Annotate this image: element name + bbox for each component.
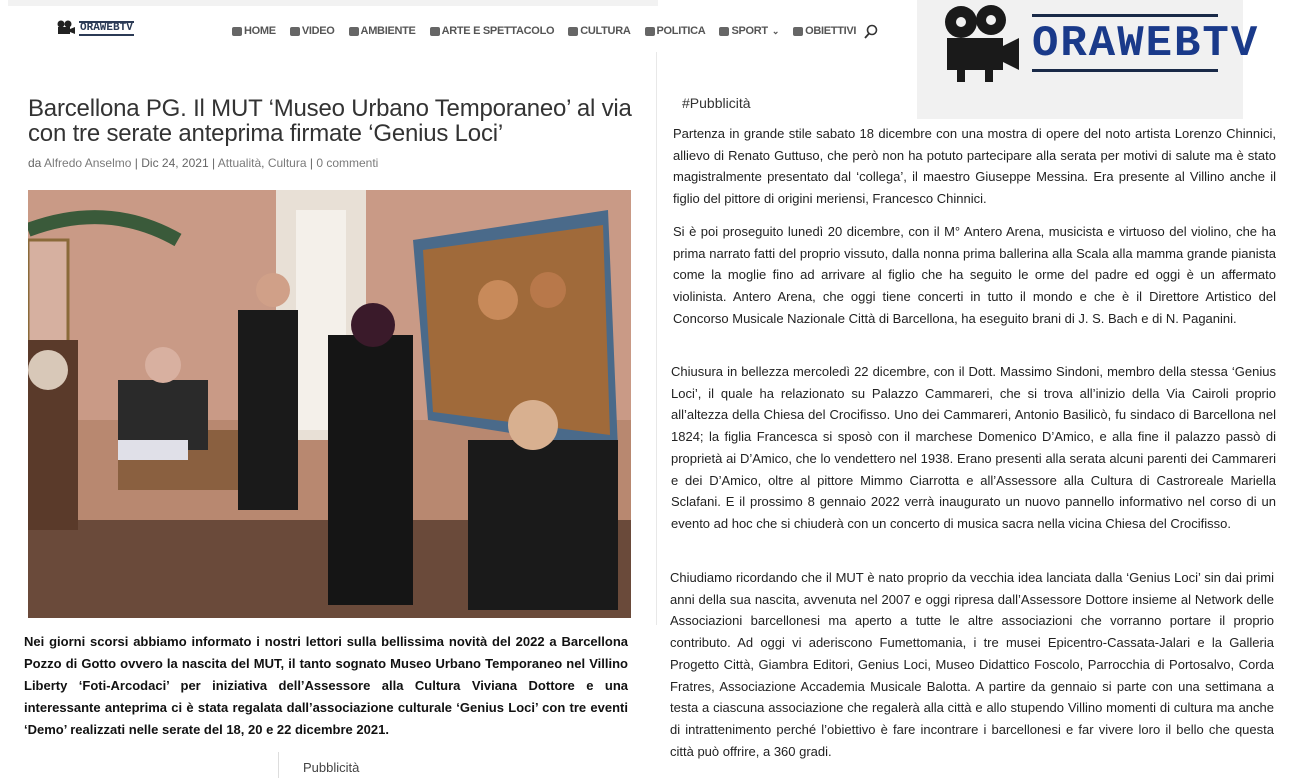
main-nav (232, 25, 870, 37)
building-icon (568, 27, 578, 36)
comments-link[interactable]: 0 commenti (316, 156, 379, 170)
nav-item-label: POLITICA (656, 25, 706, 37)
palette-icon (430, 27, 440, 36)
article-intro: Nei giorni scorsi abbiamo informato i nostri lettori sulla bellissima novità del 2022 a Barcellona Pozzo di Gotto ovvero la nascita del MUT, il tanto sognato Museo Urbano Temporaneo nel Villino Liberty ‘Foti-Arcodaci’ per iniziativa dell’Assessore alla Cultura Viviana Dottore e una interessante anteprima ci è stata regalata dall’associazione culturale ‘Genius Loci’ con tre eventi ‘Demo’ realizzati nelle serate del 18, 20 e 22 dicembre 2021. (24, 634, 628, 737)
page-title: Barcellona PG. Il MUT ‘Museo Urbano Temporaneo’ al via con tre serate anteprima firmate ‘Genius Loci’ (28, 95, 632, 147)
check-icon (793, 27, 803, 36)
nav-item-label: OBIETTIVI (805, 25, 857, 37)
nav-item-ambiente[interactable] (349, 25, 416, 37)
nav-item-politica[interactable] (645, 25, 706, 37)
article-meta (28, 156, 378, 170)
camera-logo-icon (56, 20, 76, 36)
meta-comma: , (261, 156, 265, 170)
nav-item-label: SPORT (731, 25, 768, 37)
brand-text: ORAWEBTV (1032, 19, 1260, 69)
meta-sep: | (211, 156, 216, 170)
nav-item-obiettivi[interactable] (793, 25, 856, 37)
home-icon (232, 27, 242, 36)
brand-logo (917, 0, 1260, 119)
ad-label-box (278, 752, 658, 778)
nav-item-cultura[interactable] (568, 25, 630, 37)
author-link[interactable]: Alfredo Anselmo (44, 156, 132, 170)
category-link[interactable]: Attualità (217, 156, 262, 170)
meta-sep: | (134, 156, 138, 170)
ad-hashtag: #Pubblicità (682, 95, 751, 111)
article-photo (28, 190, 631, 618)
article-paragraph: Si è poi proseguito lunedì 20 dicembre, con il M° Antero Arena, musicista e virtuoso del violino, che ha prima narrato fatti del proprio vissuto, dalla nonna prima ballerina alla Scala alla mamma grande pianista come la moglie fino ad arrivare al figlio che ha seguito le orme del padre ed oggi è un affermato violinista. Antero Arena, che oggi tiene concerti in tutto il mondo e che è il Direttore Artistico del Concorso Musicale Nazionale Città di Barcellona, ha eseguito brani di J. S. Bach e di N. Paganini. (673, 224, 1276, 326)
article-paragraph: Partenza in grande stile sabato 18 dicembre con una mostra di opere del noto artista Lorenzo Chinnici, allievo di Renato Guttuso, che però non ha potuto partecipare alla serata per motivi di salute ma è stato magistralmente presentato dal ‘collega’, il maestro Giuseppe Messina. Era presente al Villino anche il figlio del pittore di origini meriensi, Francesco Chinnici. (673, 126, 1276, 207)
nav-item-label: ARTE E SPETTACOLO (441, 25, 555, 37)
site-logo[interactable] (56, 20, 134, 36)
ball-icon (719, 27, 729, 36)
nav-item-arte[interactable] (430, 25, 555, 37)
meta-prefix: da (28, 156, 42, 170)
brand-wordmark (1032, 14, 1260, 72)
nav-item-sport[interactable] (719, 25, 779, 37)
nav-item-label: VIDEO (301, 25, 335, 37)
nav-item-label: HOME (244, 25, 276, 37)
search-icon[interactable] (864, 24, 878, 40)
event-photo-illustration (28, 190, 631, 618)
film-camera-icon (943, 4, 1021, 84)
publish-date: Dic 24, 2021 (141, 156, 209, 170)
leaf-icon (349, 27, 359, 36)
meta-sep: | (309, 156, 313, 170)
site-logo-text: ORAWEBTV (80, 21, 133, 34)
video-icon (290, 27, 300, 36)
article-paragraph: Chiudiamo ricordando che il MUT è nato proprio da vecchia idea lanciata dalla ‘Genius Loci’ sin dai primi anni della sua nascita, avvenuta nel 2007 e oggi ripresa dall’Assessore Dottore insieme al Network delle Associazioni barcellonesi ma aperto a tutte le altre associazioni che vorranno portare il proprio contributo. Ad oggi vi aderiscono Fumettomania, i tre musei Epicentro-Cassata-Jalari e la Galleria Progetto Città, Giambra Editori, Genius Loci, Museo Didattico Foscolo, Parrocchia di Portosalvo, Corda Fratres, Associazione Accademia Musicale Balotta. A partire da gennaio si parte con una settimana a testa a ciascuna associazione che regalerà alla città e allo stupendo Villino momenti di cultura ma anche di intrattenimento perché l’obiettivo è fare incontrare i barcellonesi e far vivere loro il bello che questa città può offrire, a 360 gradi. (670, 570, 1274, 759)
site-header (8, 0, 857, 52)
nav-item-video[interactable] (290, 25, 335, 37)
category-link[interactable]: Cultura (267, 156, 307, 170)
column-divider (656, 52, 657, 625)
nav-item-label: AMBIENTE (360, 25, 416, 37)
ad-label: Pubblicità (303, 760, 360, 775)
nav-item-label: CULTURA (580, 25, 631, 37)
article-paragraph: Chiusura in bellezza mercoledì 22 dicembre, con il Dott. Massimo Sindoni, membro della stessa ‘Genius Loci’, il quale ha relazionato su Palazzo Cammareri, che si trova all’inizio della Via Cairoli proprio all’altezza della Chiesa del Crocifisso. Uno dei Cammareri, Antonio Basilicò, fu sindaco di Barcellona nel 1824; la figlia Francesca si sposò con il marchese Domenico D’Amico, e alla fine il palazzo passò di proprietà ai D’Amico, che lo vendettero nel 1938. Erano presenti alla serata alcuni parenti dei Cammareri e dei D’Amico, oltre al pittore Mimmo Ciarrotta e all’Assessore alla Cultura di Castroreale Mariella Sclafani. E il prossimo 8 gennaio 2022 verrà inaugurato un nuovo pannello informativo nel corso di un evento ad hoc che si chiuderà con un concerto di musica sacra nella vicina Chiesa del Crocifisso. (671, 364, 1276, 531)
chevron-down-icon: ⌄ (771, 25, 780, 36)
nav-item-home[interactable] (232, 25, 276, 37)
podium-icon (645, 27, 655, 36)
